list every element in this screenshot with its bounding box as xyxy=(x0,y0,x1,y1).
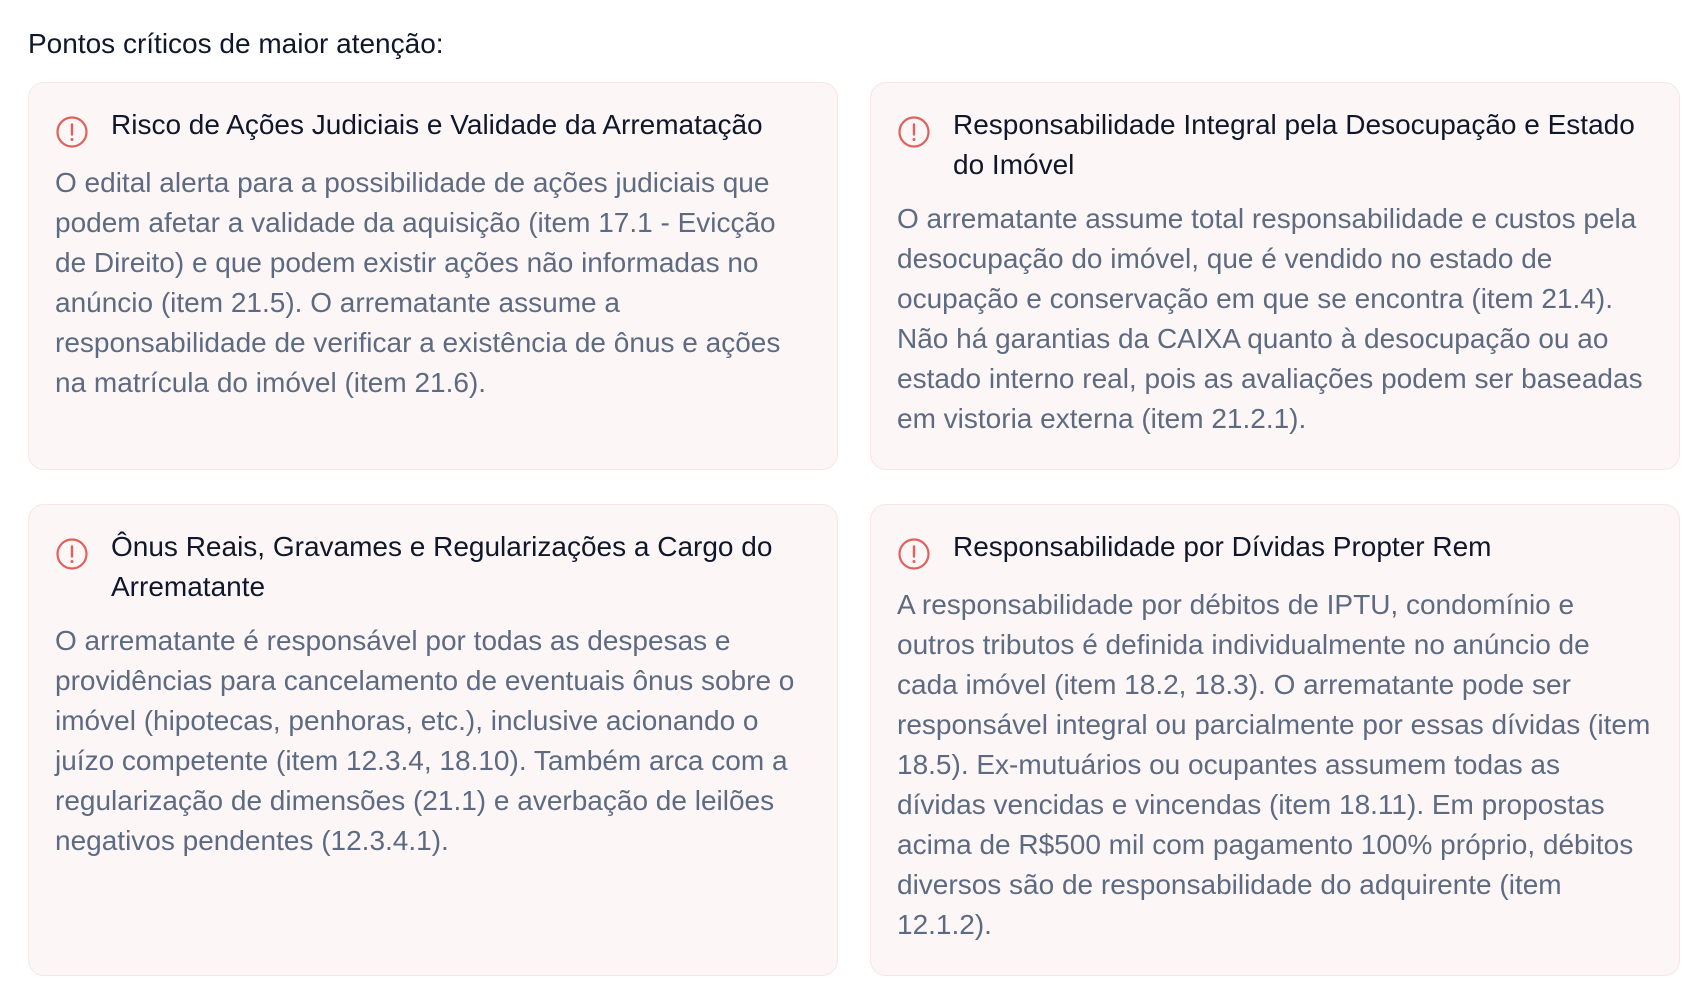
critical-point-card xyxy=(28,82,838,470)
alert-circle-icon xyxy=(55,537,89,571)
card-description: O arrematante assume total responsabilidade e custos pela desocupação do imóvel, que é vendido no estado de ocupação e conservação em que se encontra (item 21.4). Não há garantias da CAIXA quanto à desocupação ou ao estado interno real, pois as avaliações podem ser baseadas em vistoria externa (item 21.2.1). xyxy=(897,203,1643,434)
critical-point-card xyxy=(28,504,838,976)
critical-point-card xyxy=(870,82,1680,470)
card-title: Responsabilidade por Dívidas Propter Rem xyxy=(953,531,1492,562)
card-title: Ônus Reais, Gravames e Regularizações a Cargo do Arrematante xyxy=(111,531,773,602)
card-title: Risco de Ações Judiciais e Validade da Arrematação xyxy=(111,109,763,140)
alert-circle-icon xyxy=(55,115,89,149)
section-heading: Pontos críticos de maior atenção: xyxy=(28,28,444,59)
alert-circle-icon xyxy=(897,115,931,149)
card-description: O arrematante é responsável por todas as despesas e providências para cancelamento de eventuais ônus sobre o imóvel (hipotecas, penhoras, etc.), inclusive acionando o juízo competente (item 12.3.4, 18.10). Também arca com a regularização de dimensões (21.1) e averbação de leilões negativos pendentes (12.3.4.1). xyxy=(55,625,795,856)
card-description: A responsabilidade por débitos de IPTU, condomínio e outros tributos é definida individualmente no anúncio de cada imóvel (item 18.2, 18.3). O arrematante pode ser responsável integral ou parcialmente por essas dívidas (item 18.5). Ex-mutuários ou ocupantes assumem todas as dívidas vencidas e vincendas (item 18.11). Em propostas acima de R$500 mil com pagamento 100% próprio, débitos diversos são de responsabilidade do adquirente (item 12.1.2). xyxy=(897,589,1651,940)
card-description: O edital alerta para a possibilidade de ações judiciais que podem afetar a validade da aquisição (item 17.1 - Evicção de Direito) e que podem existir ações não informadas no anúncio (item 21.5). O arrematante assume a responsabilidade de verificar a existência de ônus e ações na matrícula do imóvel (item 21.6). xyxy=(55,167,781,398)
alert-circle-icon xyxy=(897,537,931,571)
card-title: Responsabilidade Integral pela Desocupação e Estado do Imóvel xyxy=(953,109,1635,180)
critical-point-card xyxy=(870,504,1680,976)
